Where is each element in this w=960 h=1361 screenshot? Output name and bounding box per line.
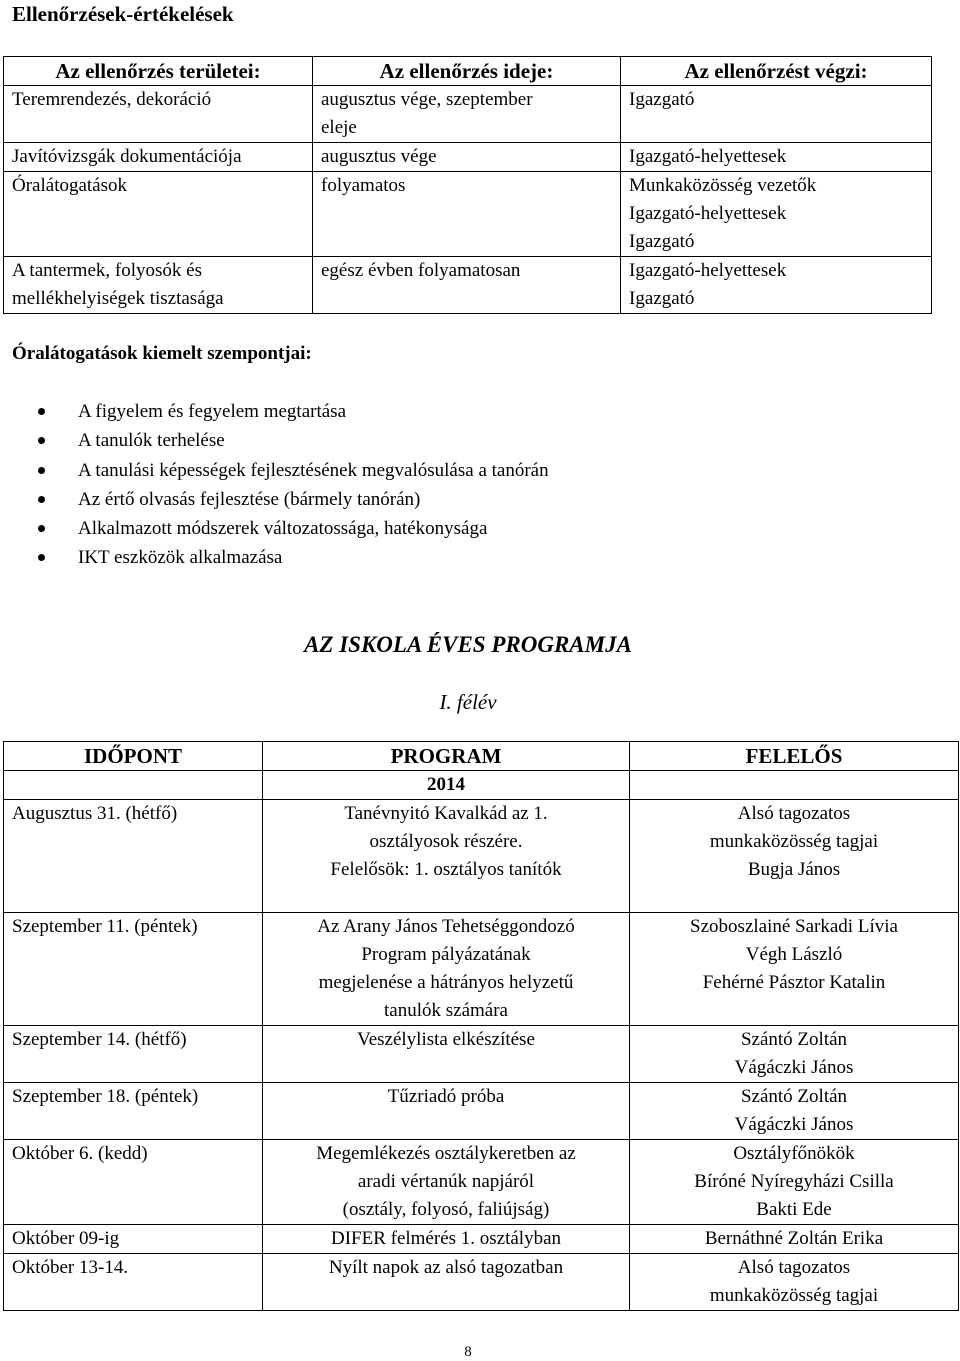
program-activity-line: megjelenése a hátrányos helyzetű — [318, 972, 574, 993]
program-activity-line: aradi vértanúk napjáról — [357, 1171, 535, 1192]
program-responsible — [630, 1026, 959, 1083]
check-time-line: augusztus vége — [321, 146, 437, 167]
program-date-line: Augusztus 31. (hétfő) — [12, 803, 178, 824]
program-responsible — [630, 1225, 959, 1254]
program-activity-line: Nyílt napok az alsó tagozatban — [328, 1257, 564, 1278]
program-activity — [263, 1083, 630, 1140]
check-area — [4, 172, 313, 257]
check-by-line: Munkaközösség vezetők — [629, 175, 817, 196]
program-responsible — [630, 1083, 959, 1140]
program-responsible-line: Bugja János — [747, 859, 841, 880]
check-by — [621, 86, 932, 143]
program-activity — [263, 1225, 630, 1254]
check-time-line: eleje — [321, 117, 357, 138]
program-year-row — [4, 771, 959, 800]
visit-point-text: Az értő olvasás fejlesztése (bármely tanórán) — [78, 488, 421, 510]
program-responsible-line: Alsó tagozatos — [737, 1257, 851, 1278]
program-responsible-line: Bakti Ede — [756, 1199, 832, 1220]
visit-point-item — [38, 397, 549, 426]
bullet-icon — [38, 437, 45, 444]
program-activity — [263, 913, 630, 1026]
check-by-line: Igazgató-helyettesek — [629, 146, 787, 167]
program-date-line: Október 6. (kedd) — [12, 1143, 148, 1164]
program-title: AZ ISKOLA ÉVES PROGRAMJA — [304, 632, 632, 657]
check-area — [4, 86, 313, 143]
check-by — [621, 257, 932, 314]
bullet-icon — [38, 496, 45, 503]
checks-header-area: Az ellenőrzés területei: — [4, 57, 313, 86]
program-row — [4, 1026, 959, 1083]
program-date — [4, 1026, 263, 1083]
program-activity-line: Tűzriadó próba — [387, 1086, 505, 1107]
visit-point-item — [38, 514, 549, 543]
program-responsible — [630, 800, 959, 913]
visit-point-text: A tanulók terhelése — [78, 430, 225, 452]
program-date — [4, 1140, 263, 1225]
check-time-line: augusztus vége, szeptember — [321, 89, 533, 110]
year-blank-cell — [4, 771, 263, 800]
program-responsible-line: Végh László — [745, 944, 843, 965]
checks-table-row — [4, 257, 932, 314]
checks-table — [3, 56, 932, 314]
visit-points-list — [38, 397, 549, 573]
program-activity-line: Megemlékezés osztálykeretben az — [316, 1143, 576, 1164]
check-area-line: mellékhelyiségek tisztasága — [12, 288, 224, 309]
program-date — [4, 1225, 263, 1254]
program-activity-line: Felelősök: 1. osztályos tanítók — [330, 859, 562, 880]
program-date-line: Szeptember 18. (péntek) — [12, 1086, 199, 1107]
program-date-line: Szeptember 14. (hétfő) — [12, 1029, 187, 1050]
check-by — [621, 172, 932, 257]
checks-table-row — [4, 143, 932, 172]
check-time — [313, 143, 621, 172]
check-area-line: A tantermek, folyosók és — [12, 260, 202, 281]
program-date — [4, 1083, 263, 1140]
check-area — [4, 143, 313, 172]
visit-point-item — [38, 485, 549, 514]
checks-header-time: Az ellenőrzés ideje: — [313, 57, 621, 86]
visit-points-title: Óralátogatások kiemelt szempontjai: — [12, 343, 312, 364]
check-time — [313, 86, 621, 143]
program-header-program: PROGRAM — [263, 742, 630, 771]
check-by-line: Igazgató-helyettesek — [629, 203, 787, 224]
check-by-line: Igazgató-helyettesek — [629, 260, 787, 281]
visit-point-text: IKT eszközök alkalmazása — [78, 547, 283, 569]
check-time — [313, 257, 621, 314]
visit-point-item — [38, 456, 549, 485]
program-responsible-line: Osztályfőnökök — [733, 1143, 855, 1164]
program-row — [4, 800, 959, 913]
year-blank-cell — [630, 771, 959, 800]
visit-point-item — [38, 543, 549, 572]
program-row — [4, 1225, 959, 1254]
check-time-line: egész évben folyamatosan — [321, 260, 521, 281]
check-by-line: Igazgató — [629, 89, 695, 110]
program-activity-line: Program pályázatának — [361, 944, 531, 965]
bullet-icon — [38, 554, 45, 561]
program-year: 2014 — [263, 771, 630, 800]
program-responsible-line: munkaközösség tagjai — [709, 831, 879, 852]
check-area-line: Teremrendezés, dekoráció — [12, 89, 212, 110]
program-date-line: Szeptember 11. (péntek) — [12, 916, 198, 937]
program-activity — [263, 1026, 630, 1083]
program-responsible — [630, 913, 959, 1026]
checks-table-row — [4, 172, 932, 257]
program-table — [3, 741, 959, 1311]
bullet-icon — [38, 525, 45, 532]
check-area — [4, 257, 313, 314]
program-activity — [263, 1254, 630, 1311]
bullet-icon — [38, 408, 45, 415]
check-by-line: Igazgató — [629, 288, 695, 309]
program-responsible-line: Szoboszlainé Sarkadi Lívia — [690, 916, 898, 937]
program-responsible-line: Fehérné Pásztor Katalin — [702, 972, 886, 993]
program-date — [4, 913, 263, 1026]
check-by-line: Igazgató — [629, 231, 695, 252]
visit-point-item — [38, 426, 549, 455]
check-time-line: folyamatos — [321, 175, 406, 196]
semester-label: I. félév — [439, 690, 497, 714]
checks-table-row — [4, 86, 932, 143]
program-date — [4, 800, 263, 913]
page-heading: Ellenőrzések-értékelések — [12, 2, 234, 26]
program-responsible-line: Bíróné Nyíregyházi Csilla — [694, 1171, 894, 1192]
program-activity-line: tanulók számára — [384, 1000, 508, 1021]
checks-table-header — [4, 57, 932, 86]
program-activity-line: Tanévnyitó Kavalkád az 1. — [344, 803, 548, 824]
checks-header-by: Az ellenőrzést végzi: — [621, 57, 932, 86]
check-area-line: Javítóvizsgák dokumentációja — [12, 146, 242, 167]
program-date — [4, 1254, 263, 1311]
program-date-line: Október 09-ig — [12, 1228, 120, 1249]
program-responsible — [630, 1140, 959, 1225]
program-header-responsible: FELELŐS — [630, 742, 959, 771]
page-number: 8 — [464, 1344, 472, 1360]
program-responsible-line: Vágáczki János — [734, 1057, 854, 1078]
program-date-line: Október 13-14. — [12, 1257, 129, 1278]
program-responsible-line: munkaközösség tagjai — [709, 1285, 879, 1306]
program-activity-line: Veszélylista elkészítése — [357, 1029, 535, 1050]
program-responsible-line: Vágáczki János — [734, 1114, 854, 1135]
program-activity — [263, 800, 630, 913]
program-row — [4, 1140, 959, 1225]
bullet-icon — [38, 467, 45, 474]
check-by — [621, 143, 932, 172]
program-header-date: IDŐPONT — [4, 742, 263, 771]
program-row — [4, 1254, 959, 1311]
visit-point-text: Alkalmazott módszerek változatossága, hatékonysága — [78, 518, 488, 540]
program-activity-line: (osztály, folyosó, faliújság) — [342, 1199, 550, 1220]
check-time — [313, 172, 621, 257]
program-activity — [263, 1140, 630, 1225]
visit-point-text: A tanulási képességek fejlesztésének megvalósulása a tanórán — [78, 459, 549, 481]
check-area-line: Óralátogatások — [12, 175, 128, 196]
program-row — [4, 913, 959, 1026]
program-table-header — [4, 742, 959, 771]
program-activity-line: osztályosok részére. — [369, 831, 523, 852]
program-activity-line: DIFER felmérés 1. osztályban — [330, 1228, 562, 1249]
program-responsible-line: Szántó Zoltán — [740, 1029, 848, 1050]
program-row — [4, 1083, 959, 1140]
program-activity-line: Az Arany János Tehetséggondozó — [317, 916, 575, 937]
program-responsible — [630, 1254, 959, 1311]
program-responsible-line: Alsó tagozatos — [737, 803, 851, 824]
program-responsible-line: Bernáthné Zoltán Erika — [704, 1228, 884, 1249]
visit-point-text: A figyelem és fegyelem megtartása — [78, 401, 347, 422]
program-responsible-line: Szántó Zoltán — [740, 1086, 848, 1107]
